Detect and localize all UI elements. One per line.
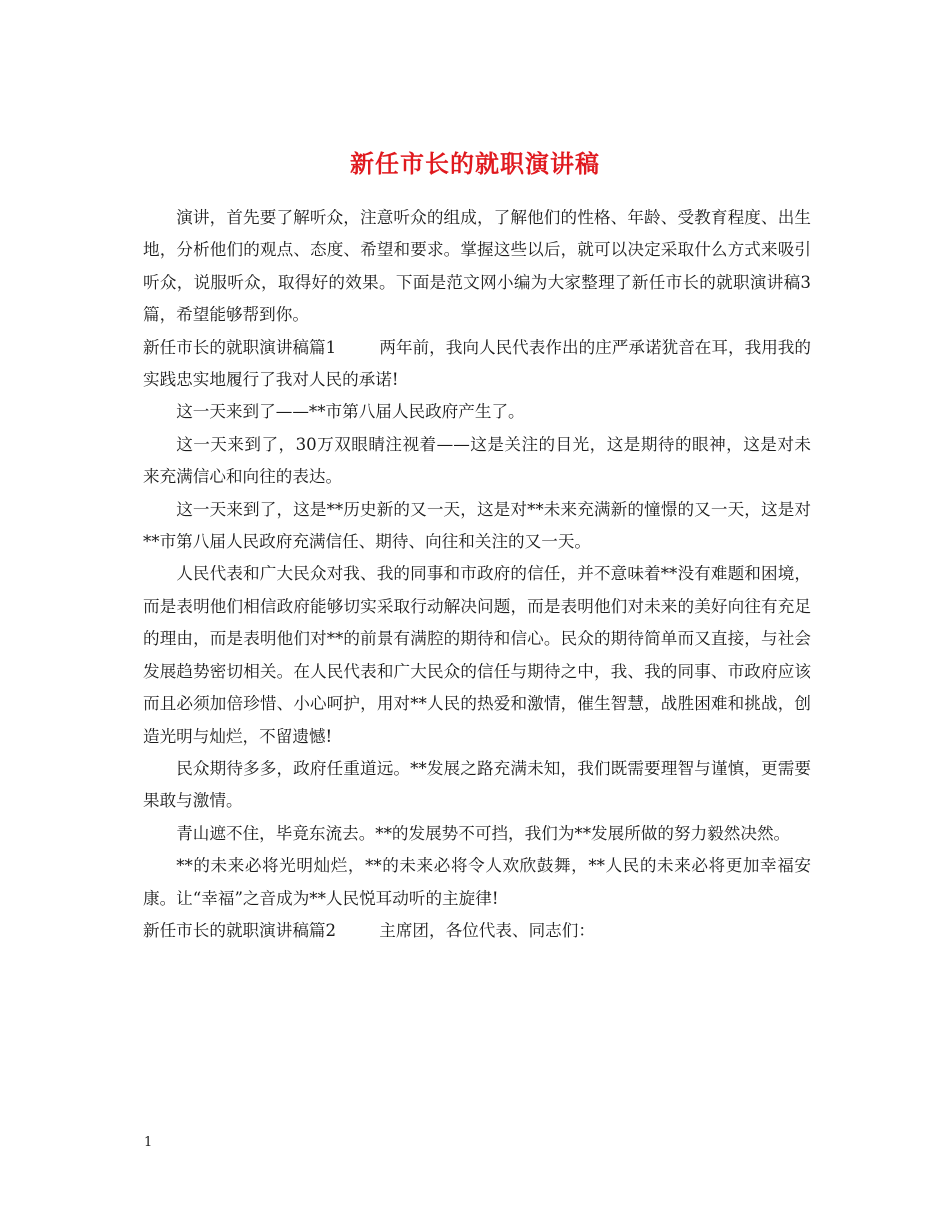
paragraph-4: 人民代表和广大民众对我、我的同事和市政府的信任，并不意味着**没有难题和困境，而是表明他们相信政府能够切实采取行动解决问题，而是表明他们对未来的美好向往有充足的理由，而是表明他们对**的前景有满腔的期待和信心。民众的期待简单而又直接，与社会发展趋势密切相关。在人民代表和广大民众的信任与期待之中，我、我的同事、市政府应该而且必须加倍珍惜、小心呵护，用对**人民的热爱和激情，催生智慧，战胜困难和挑战，创造光明与灿烂，不留遗憾! (143, 564, 811, 746)
document-title: 新任市长的就职演讲稿 (350, 149, 600, 179)
paragraph-7: **的未来必将光明灿烂，**的未来必将令人欢欣鼓舞，**人民的未来必将更加幸福安康。让“幸福”之音成为**人民悦耳动听的主旋律! (143, 856, 811, 908)
page-number: 1 (144, 1135, 153, 1150)
section-1-heading: 新任市长的就职演讲稿篇1 (143, 337, 337, 357)
section-1-line (143, 332, 811, 397)
section-1-lead: 两年前，我向人民代表作出的庄严承诺犹音在耳，我用我的实践忠实地履行了我对人民的承诺! (143, 337, 811, 390)
paragraph-5: 民众期待多多，政府任重道远。**发展之路充满未知，我们既需要理智与谨慎，更需要果敢与激情。 (143, 758, 811, 811)
paragraph-2: 这一天来到了，30万双眼睛注视着——这是关注的目光，这是期待的眼神，这是对未来充满信心和向往的表达。 (143, 434, 811, 487)
section-2-heading: 新任市长的就职演讲稿篇2 (143, 920, 337, 940)
section-2-lead: 主席团，各位代表、同志们： (379, 920, 595, 940)
paragraph-1: 这一天来到了——**市第八届人民政府产生了。 (176, 402, 525, 422)
document-body (143, 202, 811, 947)
intro-paragraph: 演讲，首先要了解听众，注意听众的组成，了解他们的性格、年龄、受教育程度、出生地，分析他们的观点、态度、希望和要求。掌握这些以后，就可以决定采取什么方式来吸引听众，说服听众，取得好的效果。下面是范文网小编为大家整理了新任市长的就职演讲稿3篇，希望能够帮到你。 (143, 208, 811, 325)
paragraph-6: 青山遮不住，毕竟东流去。**的发展势不可挡，我们为**发展所做的努力毅然决然。 (176, 823, 791, 843)
paragraph-3: 这一天来到了，这是**历史新的又一天，这是对**未来充满新的憧憬的又一天，这是对**市第八届人民政府充满信任、期待、向往和关注的又一天。 (143, 499, 811, 552)
section-2-line (143, 915, 811, 947)
